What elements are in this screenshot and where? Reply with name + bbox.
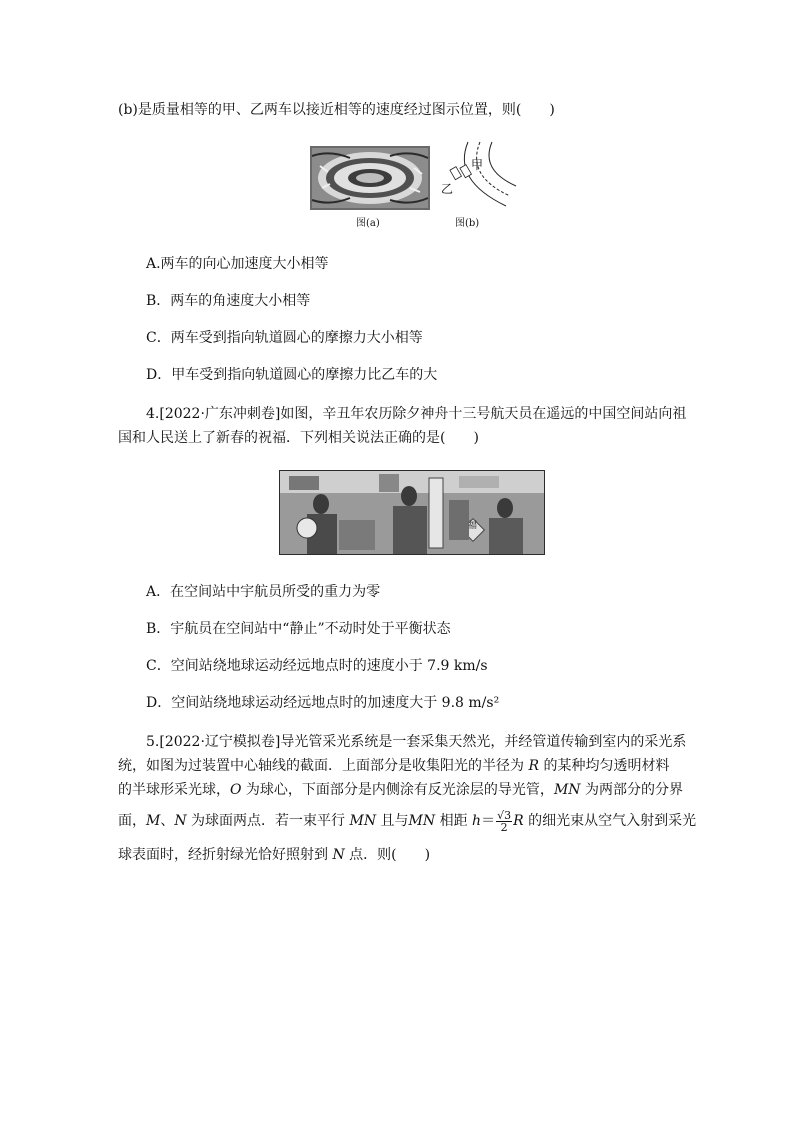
figure-a-photo — [310, 146, 430, 210]
figure-a-caption: 图(a) — [356, 218, 380, 229]
q4-photo — [279, 470, 545, 555]
q5-stem-line4: 面，M、N 为球面两点．若一束平行 MN 且与MN 相距 h＝ $\frac{√3}{2}$ R 的细光束从空气入射到采光 — [118, 808, 697, 834]
figure-b-caption: 图(b) — [455, 218, 480, 229]
q5-stem-line1: 5.[2022·辽宁模拟卷]导光管采光系统是一套采集天然光，并经管道传输到室内的采光系 — [146, 734, 687, 750]
q5-stem-line3: 的半球形采光球，O 为球心，下面部分是内侧涂有反光涂层的导光管，MN 为两部分的分界 — [118, 782, 683, 798]
figure-b-label-yi: 乙 — [441, 182, 454, 196]
figure-b — [440, 140, 520, 212]
figure-b-label-jia: 甲 — [471, 158, 484, 172]
q3-option-a: A.两车的向心加速度大小相等 — [146, 256, 329, 272]
q3-option-c: C．两车受到指向轨道圆心的摩擦力大小相等 — [146, 330, 423, 346]
figure-a — [310, 146, 430, 210]
q3-option-b: B．两车的角速度大小相等 — [146, 293, 311, 309]
fraction-sqrt3-over-2: $\frac{√3}{2}$ — [497, 808, 512, 834]
q4-option-c: C．空间站绕地球运动经远地点时的速度小于 7.9 km/s — [146, 658, 488, 674]
q5-stem-line2: 统，如图为过装置中心轴线的截面．上面部分是收集阳光的半径为 R 的某种均匀透明材料 — [118, 758, 670, 774]
q4-option-d: D．空间站绕地球运动经远地点时的加速度大于 9.8 m/s² — [146, 695, 500, 711]
q5-stem-line5: 球表面时，经折射绿光恰好照射到 N 点．则( ) — [118, 847, 431, 863]
figure-b-diagram — [440, 140, 520, 212]
q4-option-b: B．宇航员在空间站中“静止”不动时处于平衡状态 — [146, 621, 451, 637]
q4-photo-fu-character: 福 — [468, 521, 478, 531]
q4-photo-image — [279, 470, 545, 555]
q4-stem-line2: 国和人民送上了新春的祝福．下列相关说法正确的是( ) — [118, 430, 479, 446]
q3-stem-tail: (b)是质量相等的甲、乙两车以接近相等的速度经过图示位置，则( ) — [118, 102, 555, 118]
q4-stem-line1: 4.[2022·广东冲刺卷]如图，辛丑年农历除夕神舟十三号航天员在遥远的中国空间站向祖 — [146, 406, 687, 422]
q4-option-a: A．在空间站中宇航员所受的重力为零 — [146, 584, 381, 600]
q3-option-d: D．甲车受到指向轨道圆心的摩擦力比乙车的大 — [146, 367, 438, 383]
